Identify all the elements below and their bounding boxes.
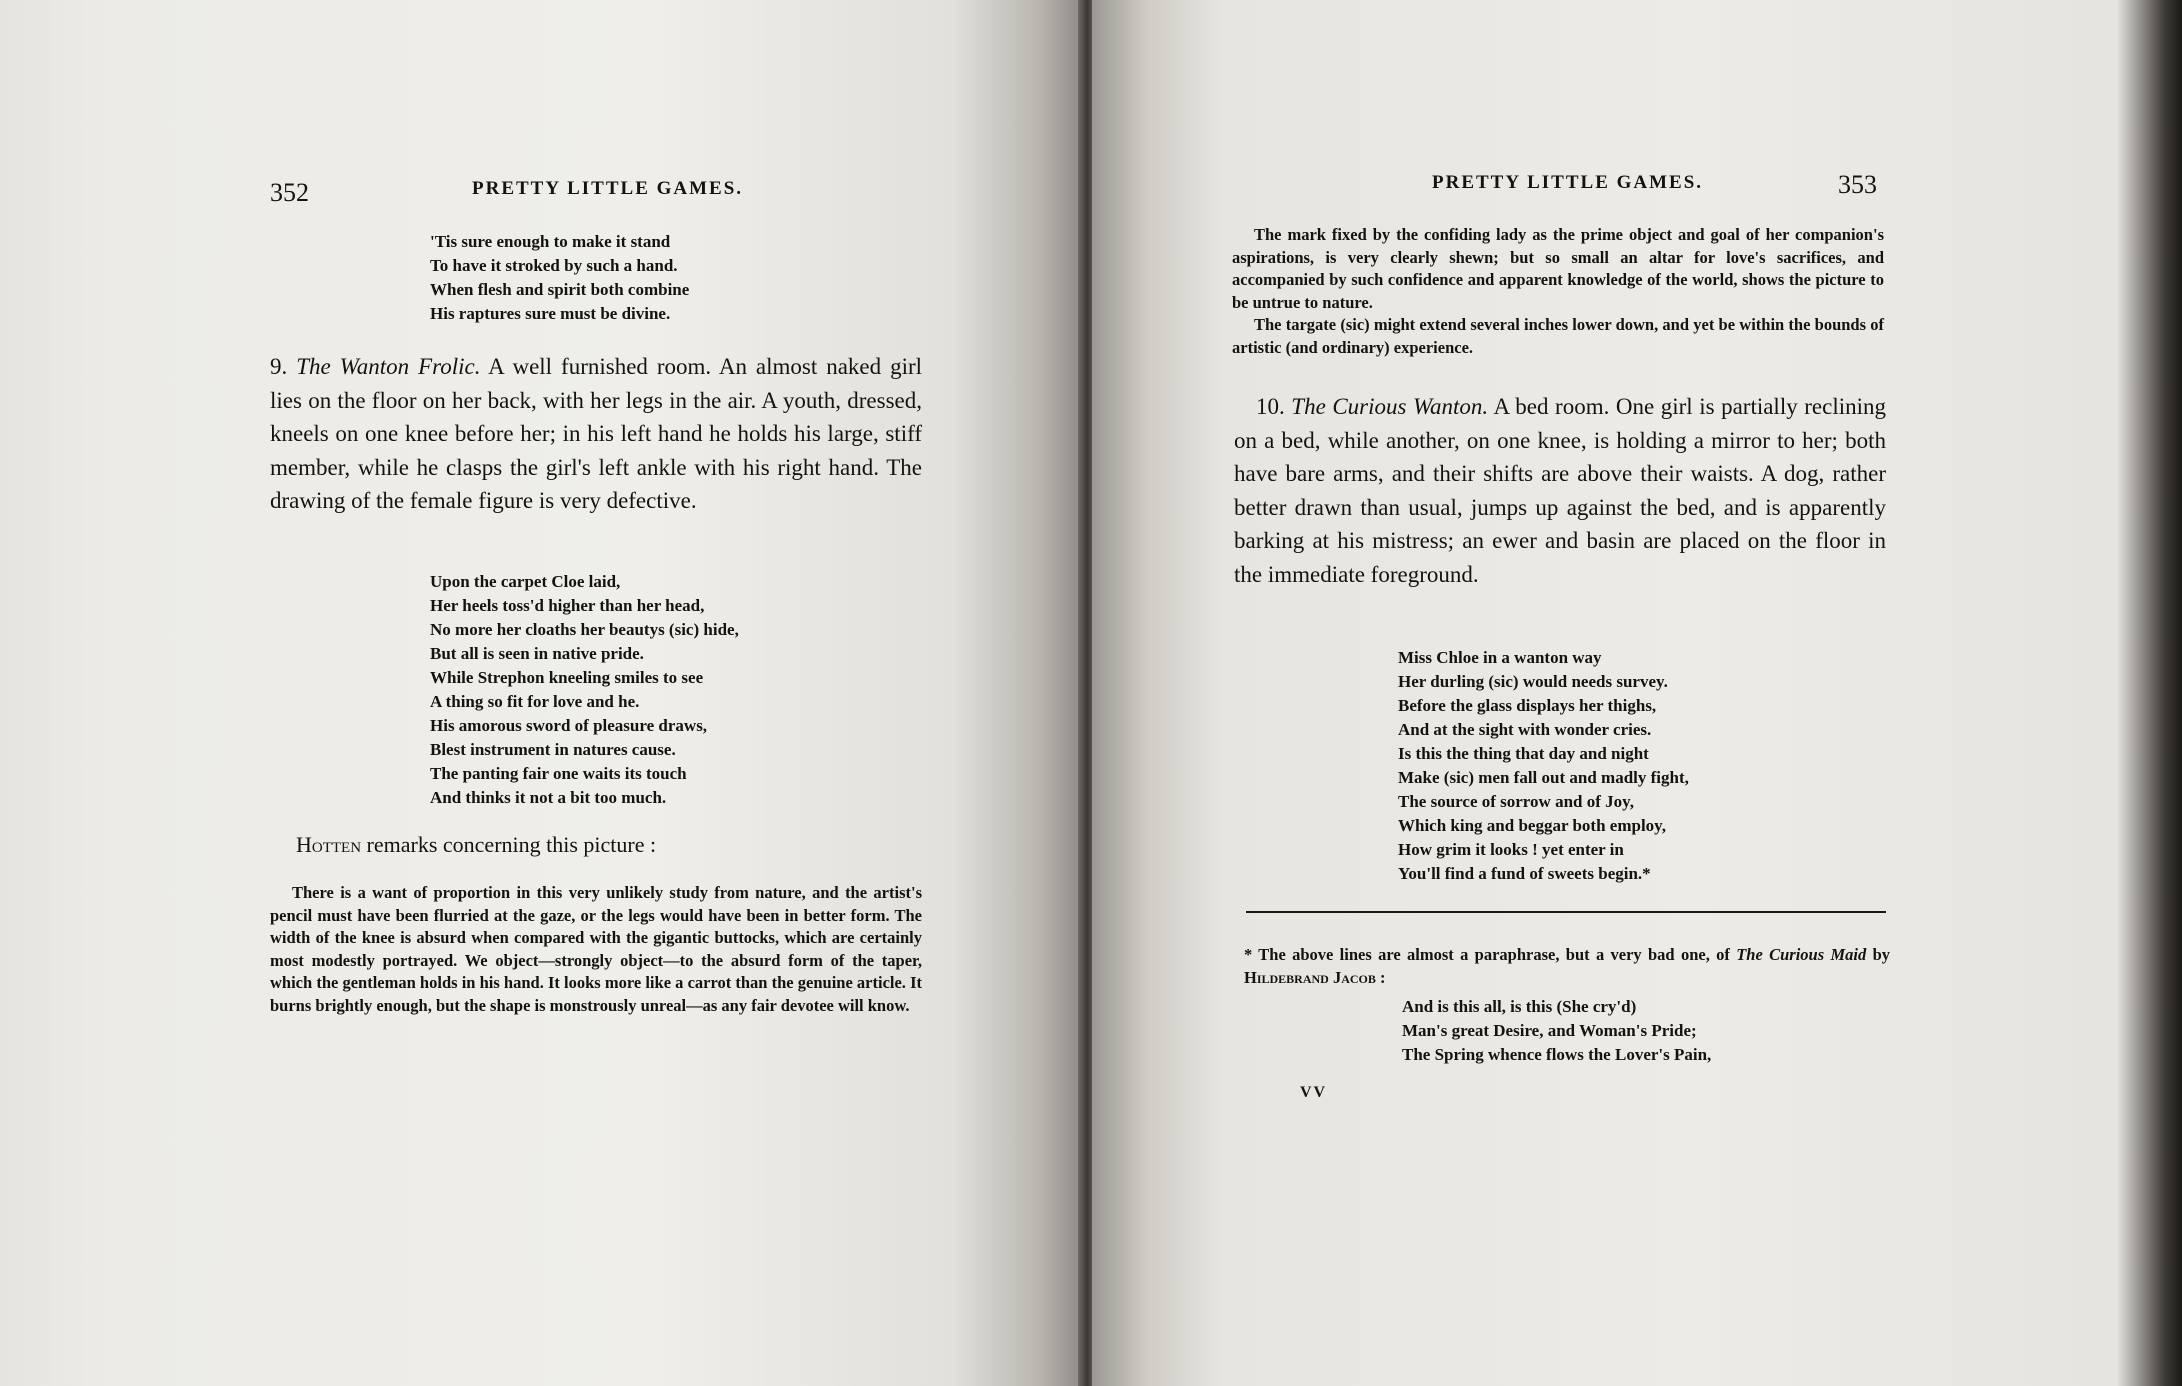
entry-text: A bed room. One girl is partially reclining on a bed, while another, on one knee, is holding a mirror to her; both have bare arms, and their shifts are above their waists. A dog, rather better drawn than usual, jumps up against the bed, and is apparently barking at his mistress; an ewer and basin are placed on the floor in the immediate foreground. <box>1234 394 1886 587</box>
remark-heading-text: remarks concerning this picture : <box>366 832 657 857</box>
poem-line: The Spring whence flows the Lover's Pain, <box>1402 1045 1712 1064</box>
footnote-by: by <box>1872 945 1891 964</box>
remark-heading <box>296 832 656 858</box>
remark-author: Hotten <box>296 832 362 857</box>
page-number-right: 353 <box>1838 170 1877 199</box>
poem-line: Upon the carpet Cloe laid, <box>430 572 621 591</box>
signature-mark: VV <box>1300 1084 1328 1101</box>
poem-line: When flesh and spirit both combine <box>430 280 690 299</box>
poem-line: Her heels toss'd higher than her head, <box>430 596 705 615</box>
poem-line: His raptures sure must be divine. <box>430 304 671 323</box>
footnote-poem <box>1402 995 1711 1067</box>
entry-10-poem <box>1398 646 1689 886</box>
footnote-rule <box>1246 911 1886 913</box>
entry-9-poem <box>430 570 739 810</box>
poem-line: Miss Chloe in a wanton way <box>1398 648 1602 667</box>
poem-line: Which king and beggar both employ, <box>1398 816 1666 835</box>
entry-number: 10. <box>1256 394 1285 419</box>
poem-line: A thing so fit for love and he. <box>430 692 640 711</box>
page-number-left: 352 <box>270 178 309 207</box>
poem-line: Make (sic) men fall out and madly fight, <box>1398 768 1689 787</box>
entry-title: The Curious Wanton. <box>1291 394 1489 419</box>
poem-line: To have it stroked by such a hand. <box>430 256 678 275</box>
poem-line: While Strephon kneeling smiles to see <box>430 668 704 687</box>
poem-line: The source of sorrow and of Joy, <box>1398 792 1634 811</box>
poem-line: And thinks it not a bit too much. <box>430 788 667 807</box>
poem-line: How grim it looks ! yet enter in <box>1398 840 1624 859</box>
poem-line: 'Tis sure enough to make it stand <box>430 232 671 251</box>
entry-title: The Wanton Frolic. <box>296 354 481 379</box>
poem-line: Is this the thing that day and night <box>1398 744 1649 763</box>
poem-line: No more her cloaths her beautys (sic) hide, <box>430 620 739 639</box>
poem-line: Man's great Desire, and Woman's Pride; <box>1402 1021 1697 1040</box>
right-page <box>1092 0 2182 1386</box>
footnote-colon: : <box>1380 967 1386 987</box>
poem-line: And is this all, is this (She cry'd) <box>1402 997 1637 1016</box>
footnote-title: The Curious Maid <box>1736 945 1867 964</box>
left-page <box>0 0 1082 1386</box>
poem-line: His amorous sword of pleasure draws, <box>430 716 708 735</box>
poem-line: But all is seen in native pride. <box>430 644 644 663</box>
footnote-author: Hildebrand Jacob <box>1244 967 1376 987</box>
remark-text: There is a want of proportion in this very unlikely study from nature, and the artist's pencil must have been flurried at the gaze, or the legs would have been in better form. The width of the knee is absurd when compared with the gigantic buttocks, which are certainly most modestly portrayed. We object—strongly object—to the absurd form of the taper, which the gentleman holds in his hand. It looks more like a carrot than the genuine article. It burns brightly enough, but the shape is monstrously unreal—as any fair devotee will know. <box>270 883 922 1015</box>
entry-9 <box>270 350 922 518</box>
poem-line: Her durling (sic) would needs survey. <box>1398 672 1668 691</box>
footnote <box>1244 944 1890 989</box>
poem-line: Blest instrument in natures cause. <box>430 740 676 759</box>
running-head-right: PRETTY LITTLE GAMES. <box>1432 172 1704 193</box>
poem-line: You'll find a fund of sweets begin.* <box>1398 864 1651 883</box>
right-note <box>1232 224 1884 359</box>
entry-number: 9. <box>270 354 288 379</box>
note-paragraph: The mark fixed by the confiding lady as the prime object and goal of her companion's aspirations, is very clearly shewn; but so small an altar for love's sacrifices, and accompanied by such confidence and apparent knowledge of the world, shows the picture to be untrue to nature. <box>1232 225 1884 312</box>
entry-10 <box>1234 390 1886 591</box>
note-paragraph: The targate (sic) might extend several inches lower down, and yet be within the bounds of artistic (and ordinary) experience. <box>1232 315 1884 357</box>
poem-line: The panting fair one waits its touch <box>430 764 687 783</box>
footnote-lead: * The above lines are almost a paraphrase, but a very bad one, of <box>1244 945 1730 964</box>
poem-line: Before the glass displays her thighs, <box>1398 696 1657 715</box>
poem-line: And at the sight with wonder cries. <box>1398 720 1652 739</box>
top-poem <box>430 230 689 326</box>
running-head-left: PRETTY LITTLE GAMES. <box>472 178 744 199</box>
entry-text: A well furnished room. An almost naked girl lies on the floor on her back, with her legs in the air. A youth, dressed, kneels on one knee before her; in his left hand he holds his large, stiff member, while he clasps the girl's left ankle with his right hand. The drawing of the female figure is very defective. <box>270 354 923 513</box>
